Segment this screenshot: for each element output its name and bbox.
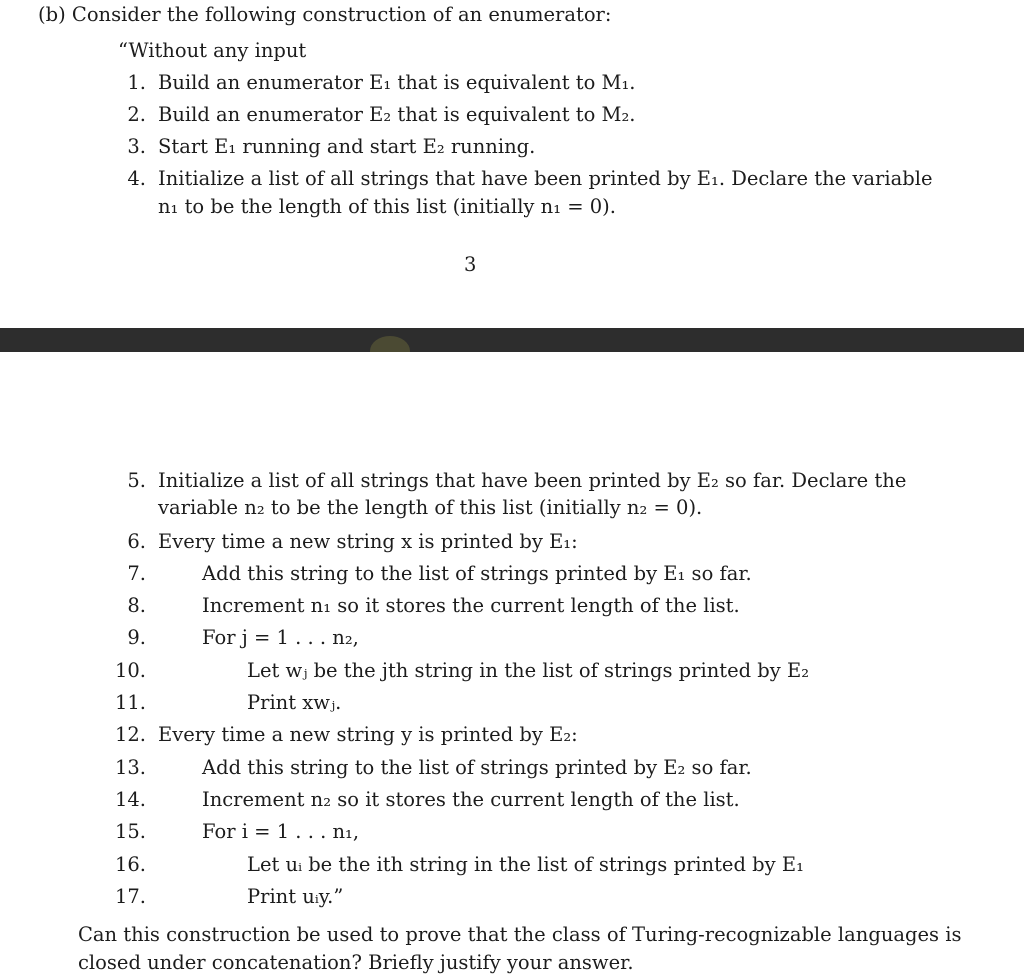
step-text: Let wⱼ be the jth string in the list of strings printed by E₂ <box>247 659 810 682</box>
step-number: 5. <box>127 469 146 492</box>
step-number: 6. <box>127 530 146 553</box>
step-number: 2. <box>127 103 146 126</box>
step-text: Add this string to the list of strings printed by E₂ so far. <box>202 756 752 779</box>
step-text: Initialize a list of all strings that have been printed by E₁. Declare the variable <box>158 167 933 190</box>
step-number: 10. <box>114 659 146 682</box>
step-number: 7. <box>127 562 146 585</box>
step-text-continuation: n₁ to be the length of this list (initially n₁ = 0). <box>158 195 616 218</box>
step-text: Start E₁ running and start E₂ running. <box>158 135 536 158</box>
step-text: Every time a new string x is printed by E₁: <box>158 530 578 553</box>
step-text: Increment n₂ so it stores the current length of the list. <box>202 788 740 811</box>
question-text: Can this construction be used to prove that the class of Turing-recognizable languages is <box>78 923 962 946</box>
step-text: Build an enumerator E₁ that is equivalent to M₁. <box>158 71 636 94</box>
construction-intro: “Without any input <box>118 39 307 62</box>
step-text: Build an enumerator E₂ that is equivalent to M₂. <box>158 103 636 126</box>
step-text-continuation: variable n₂ to be the length of this list (initially n₂ = 0). <box>158 496 703 519</box>
step-text: Print uᵢy.” <box>247 885 344 908</box>
step-text: Print xwⱼ. <box>247 691 342 714</box>
step-text: Every time a new string y is printed by E₂: <box>158 723 578 746</box>
step-number: 8. <box>127 594 146 617</box>
step-text: Increment n₁ so it stores the current length of the list. <box>202 594 740 617</box>
step-number: 9. <box>127 626 146 649</box>
step-text: Initialize a list of all strings that have been printed by E₂ so far. Declare the <box>158 469 907 492</box>
step-number: 1. <box>127 71 146 94</box>
step-number: 3. <box>127 135 146 158</box>
step-number: 17. <box>114 885 146 908</box>
step-number: 11. <box>114 691 146 714</box>
step-number: 14. <box>114 788 146 811</box>
step-number: 4. <box>127 167 146 190</box>
question-text: closed under concatenation? Briefly justify your answer. <box>78 951 634 974</box>
step-text: Add this string to the list of strings printed by E₁ so far. <box>202 562 752 585</box>
step-number: 15. <box>114 820 146 843</box>
part-b-header: (b) Consider the following construction of an enumerator: <box>38 3 612 26</box>
step-text: For j = 1 . . . n₂, <box>202 626 359 649</box>
step-text: For i = 1 . . . n₁, <box>202 820 360 843</box>
step-number: 13. <box>114 756 146 779</box>
divider-shadow <box>370 336 410 352</box>
step-text: Let uᵢ be the ith string in the list of strings printed by E₁ <box>247 853 804 876</box>
step-number: 12. <box>114 723 146 746</box>
page-number: 3 <box>464 253 477 276</box>
step-number: 16. <box>114 853 146 876</box>
page-divider <box>0 328 1024 352</box>
